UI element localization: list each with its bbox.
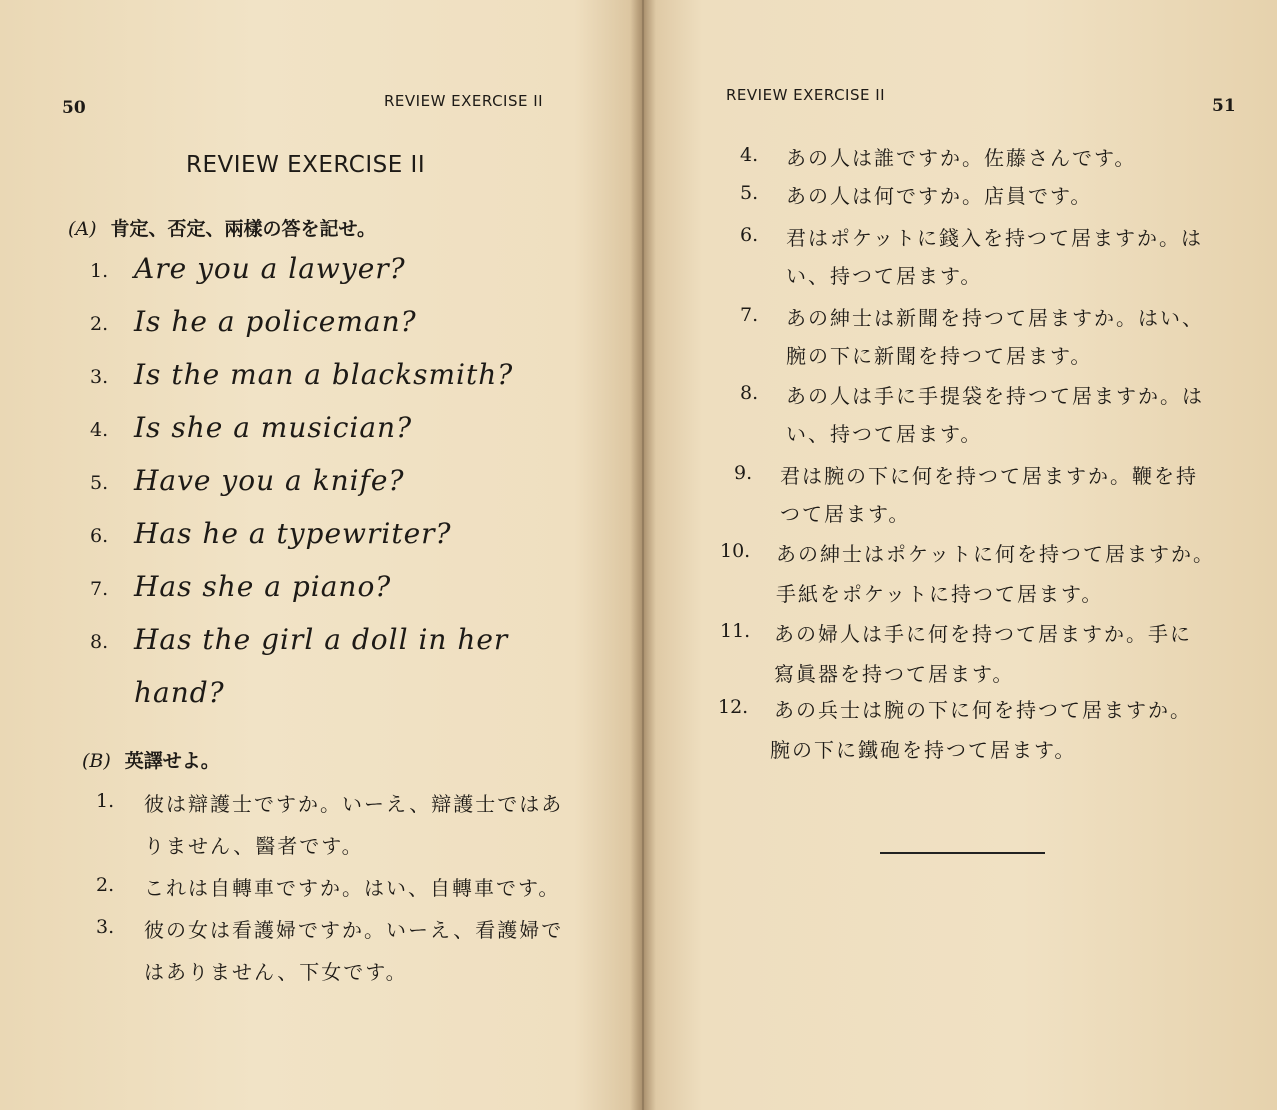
item-number: 10.	[720, 540, 751, 562]
item-line-2: い、持つて居ます。	[786, 264, 983, 288]
item-number: 8.	[90, 631, 109, 653]
page-number-right: 51	[1212, 96, 1236, 116]
item-number: 11.	[720, 620, 751, 642]
item-number: 3.	[96, 916, 115, 938]
item-question: Is she a musician?	[134, 411, 413, 444]
item-line-2: 寫眞器を持つて居ます。	[774, 662, 1015, 686]
item-line-1: 彼は辯護士ですか。いーえ、辯護士ではあ	[144, 792, 564, 816]
exercise-title: REVIEW EXERCISE II	[186, 152, 426, 178]
right-page	[648, 0, 1277, 1110]
item-number: 4.	[90, 419, 109, 441]
section-a-label: (A)	[68, 218, 97, 240]
section-b-instruction: 英譯せよ。	[124, 750, 220, 772]
item-number: 6.	[740, 224, 759, 246]
item-line-2: 腕の下に鐵砲を持つて居ます。	[770, 738, 1077, 762]
item-number: 6.	[90, 525, 109, 547]
item-line-1: あの人は何ですか。店員です。	[786, 184, 1093, 208]
item-number: 3.	[90, 366, 109, 388]
item-line-1: あの兵士は腕の下に何を持つて居ますか。	[774, 698, 1192, 722]
item-question: Has she a piano?	[134, 570, 392, 603]
item-number: 12.	[718, 696, 749, 718]
item-number: 2.	[90, 313, 109, 335]
item-line-2: い、持つて居ます。	[786, 422, 983, 446]
item-number: 5.	[90, 472, 109, 494]
item-question: Is he a policeman?	[134, 305, 417, 338]
section-a-heading	[68, 214, 376, 241]
item-number: 8.	[740, 382, 759, 404]
item-question: Are you a lawyer?	[134, 252, 406, 285]
section-b-label: (B)	[82, 750, 111, 772]
running-head-right: REVIEW EXERCISE II	[726, 86, 886, 104]
item-line-1: これは自轉車ですか。はい、自轉車です。	[144, 876, 561, 900]
section-a-instruction: 肯定、否定、兩樣の答を記せ。	[110, 218, 376, 240]
item-line-1: あの人は誰ですか。佐藤さんです。	[786, 146, 1137, 170]
item-line-1: あの紳士は新聞を持つて居ますか。はい、	[786, 306, 1204, 330]
item-question-continued: hand?	[134, 676, 225, 709]
item-number: 7.	[90, 578, 109, 600]
section-b-heading	[82, 746, 220, 773]
item-line-2: りません、醫者です。	[144, 834, 364, 858]
item-line-2: 手紙をポケットに持つて居ます。	[776, 582, 1104, 606]
end-rule	[880, 852, 1045, 854]
item-line-1: あの紳士はポケットに何を持つて居ますか。	[776, 542, 1215, 566]
item-number: 5.	[740, 182, 759, 204]
item-line-2: つて居ます。	[780, 502, 911, 526]
item-number: 4.	[740, 144, 759, 166]
item-question: Has the girl a doll in her	[134, 623, 509, 656]
item-line-2: はありません、下女です。	[144, 960, 408, 984]
item-number: 2.	[96, 874, 115, 896]
item-number: 1.	[90, 260, 109, 282]
page-number-left: 50	[62, 98, 86, 118]
item-line-1: 彼の女は看護婦ですか。いーえ、看護婦で	[144, 918, 564, 942]
item-question: Have you a knife?	[134, 464, 405, 497]
running-head-left: REVIEW EXERCISE II	[384, 92, 544, 110]
item-line-1: 君は腕の下に何を持つて居ますか。鞭を持	[780, 464, 1198, 488]
item-number: 1.	[96, 790, 115, 812]
item-line-1: 君はポケットに錢入を持つて居ますか。は	[786, 226, 1203, 250]
left-page	[0, 0, 638, 1110]
item-question: Is the man a blacksmith?	[134, 358, 514, 391]
item-number: 7.	[740, 304, 759, 326]
item-line-2: 腕の下に新聞を持つて居ます。	[786, 344, 1093, 368]
item-question: Has he a typewriter?	[134, 517, 452, 550]
item-number: 9.	[734, 462, 753, 484]
item-line-1: あの婦人は手に何を持つて居ますか。手に	[774, 622, 1192, 646]
item-line-1: あの人は手に手提袋を持つて居ますか。は	[786, 384, 1204, 408]
